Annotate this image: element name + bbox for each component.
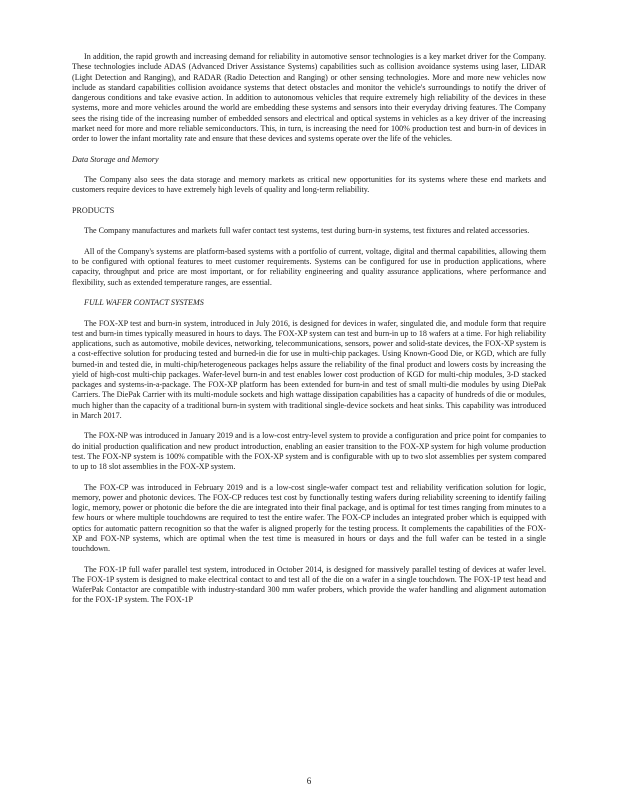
paragraph-platform: All of the Company's systems are platform-based systems with a portfolio of current, voltage, digital and thermal capabilities, allowing them to be configured with optional features to meet customer requirements. Systems can be configured for use in production applications, where capacity, throughput and price are most important, or for reliability engineering and quality assurance applications, where performance and flexibility, such as extended temperature ranges, are essential. (72, 246, 546, 287)
paragraph-fox-np: The FOX-NP was introduced in January 2019 and is a low-cost entry-level system to provide a configuration and price point for companies to do initial production qualification and new product introduction, enabling an easier transition to the FOX-XP system for high volume production test. The FOX-NP system is 100% compatible with the FOX-XP system and is configurable with up to two slot assemblies per system compared to up to 18 slot assemblies in the FOX-XP system. (72, 431, 546, 471)
paragraph-fox-1p: The FOX-1P full wafer parallel test system, introduced in October 2014, is designed for massively parallel testing of devices at wafer level. The FOX-1P system is designed to make electrical contact to and test all of the die on a wafer in a single touchdown. The FOX-1P test head and WaferPak Contactor are compatible with industry-standard 300 mm wafer probers, which provide the wafer handling and alignment automation for the FOX-1P system. The FOX-1P (72, 564, 546, 605)
products-heading: PRODUCTS (72, 205, 115, 215)
page-number: 6 (306, 776, 312, 786)
data-storage-heading: Data Storage and Memory (72, 154, 159, 164)
body-text (72, 52, 546, 616)
paragraph-automotive: In addition, the rapid growth and increasing demand for reliability in automotive sensor technologies is a key market driver for the Company. These technologies include ADAS (Advanced Driver Assistance Systems) capabilities such as collision avoidance systems using laser, LIDAR (Light Detection and Ranging), and RADAR (Radio Detection and Ranging) or other sensing technologies. More and more new vehicles now include as standard capabilities collision avoidance systems that detect obstacles and monitor the vehicle's surroundings to notify the driver of dangerous conditions and take evasive action. In addition to autonomous vehicles that require extremely high reliability of the devices in these systems, more and more vehicles around the world are embedding these systems and sensors into their everyday driving features. The Company sees the rising tide of the increasing number of embedded sensors and electrical and optical systems in vehicles as a key driver of the increasing market need for more and more reliable semiconductors. This, in turn, is increasing the need for 100% production test and burn-in of devices in order to lower the infant mortality rate and ensure that these devices and systems operate over the life of the vehicles. (72, 52, 546, 143)
paragraph-data-storage: The Company also sees the data storage and memory markets as critical new opportunities for its systems where these end markets and customers require devices to have extremely high levels of quality and long-term reliability. (72, 175, 546, 195)
paragraph-products-intro: The Company manufactures and markets full wafer contact test systems, test during burn-in systems, test fixtures and related accessories. (84, 226, 530, 236)
paragraph-fox-cp: The FOX-CP was introduced in February 2019 and is a low-cost single-wafer compact test and reliability verification solution for logic, memory, power and photonic devices. The FOX-CP reduces test cost by functionally testing wafers during reliability screening to identify failing logic, memory, power or photonic die before the die are integrated into their final package, and is optimal for test times ranging from minutes to a few hours or where multiple touchdowns are required to test the entire wafer. The FOX-CP includes an integrated prober which is equipped with optics for automatic pattern recognition so that the wafer is aligned properly for the testing process. It complements the capabilities of the FOX-XP and FOX-NP systems, which are optimal when the test time is measured in hours or days and the full wafer can be tested in a single touchdown. (72, 482, 546, 553)
paragraph-fox-xp: The FOX-XP test and burn-in system, introduced in July 2016, is designed for devices in wafer, singulated die, and module form that require test and burn-in times typically measured in hours to days. The FOX-XP system can test and burn-in up to 18 wafers at a time. For high reliability applications, such as automotive, mobile devices, networking, telecommunications, sensors, power and solid-state devices, the FOX-XP system is a cost-effective solution for producing tested and burned-in die for use in multi-chip packages. Using Known-Good Die, or KGD, which are fully burned-in and tested die, in multi-chip/heterogeneous packages helps assure the reliability of the final product and lowers costs by increasing the yield of high-cost multi-chip packages. Wafer-level burn-in and test enables lower cost production of KGD for multi-chip modules, 3-D stacked packages and systems-in-a-package. The FOX-XP platform has been extended for burn-in and test of small multi-die modules by using DiePak Carriers. The DiePak Carrier with its multi-module sockets and high wattage dissipation capabilities has a capacity of hundreds of die or modules, much higher than the capacity of a traditional burn-in system with traditional single-device sockets and heat sinks. This capability was introduced in March 2017. (72, 318, 546, 420)
full-wafer-heading: FULL WAFER CONTACT SYSTEMS (84, 298, 204, 307)
